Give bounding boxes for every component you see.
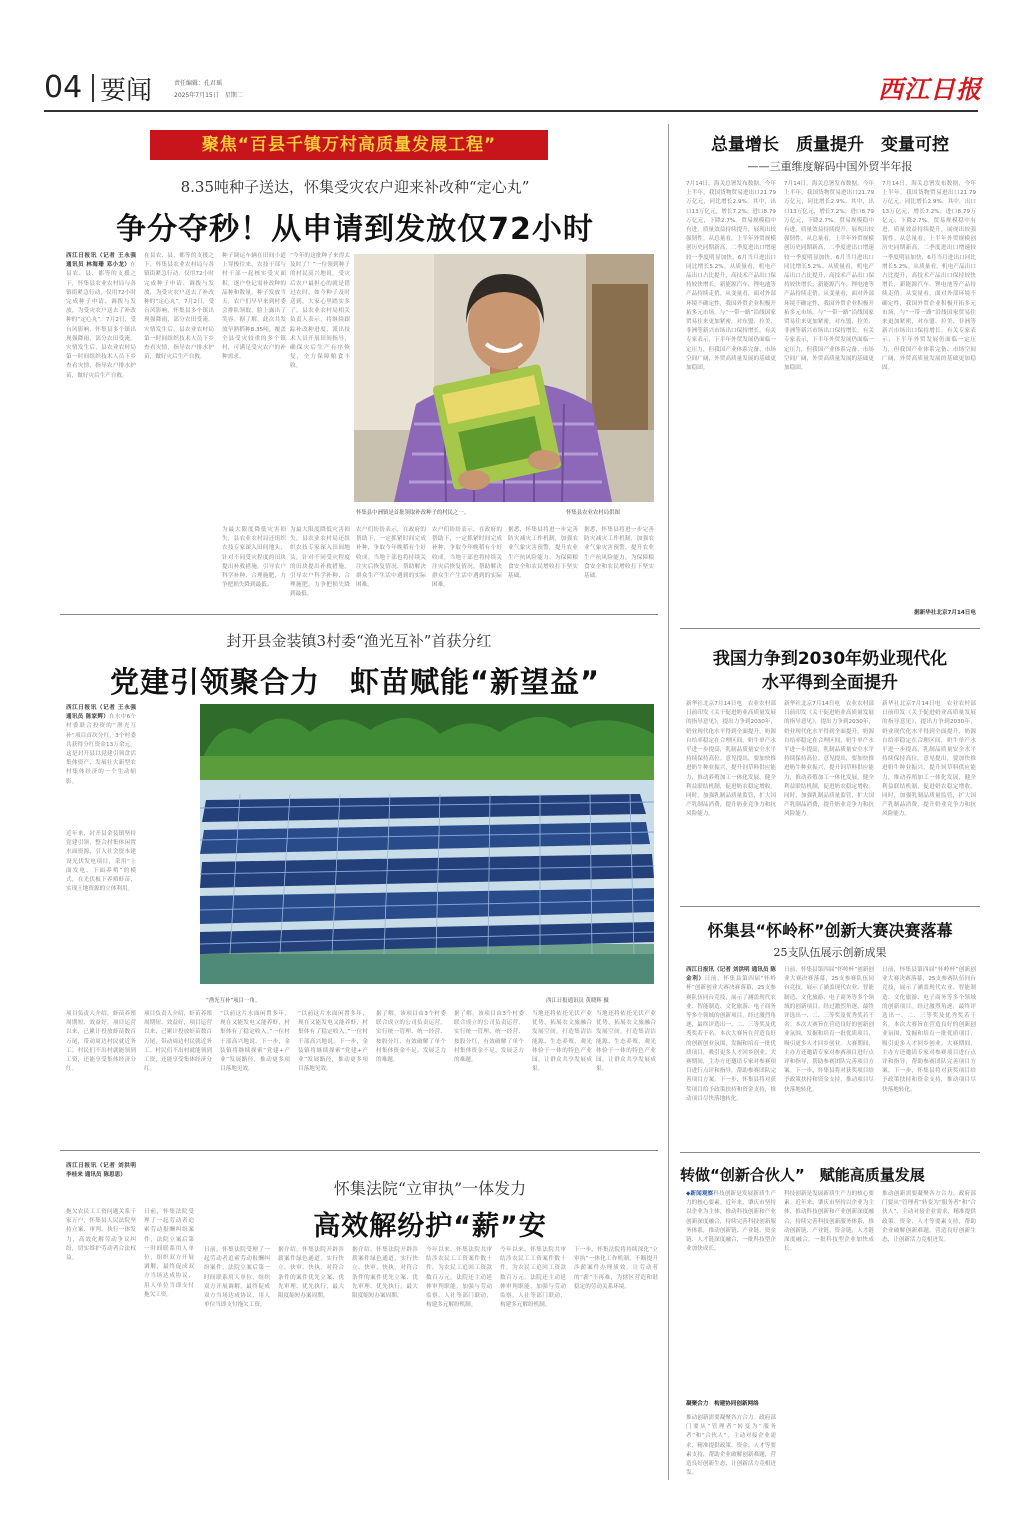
article2-text-col2: 7月14日，海关总署发布数据，今年上半年，我国货物贸易进出口21.79万亿元，同比增长2.9%。其中，出口13万亿元，增长7.2%；进口8.79万亿元，下降2.7%。贸易规模稳中有进，质量效益持续提升，展现出较强韧性。从总量看，上半年外贸规模创历史同期新高，二季度进出口增速较一季度明显加快，6月当月进出口同比增长5.2%。从质量看，机电产品出口占比提升，高技术产品出口保持较快增长，新能源汽车、锂电池等产品持续走俏。从变量看，面对外部环境不确定性，我国外贸企业积极开拓多元市场，与“一带一路”沿线国家贸易往来更加紧密，对东盟、拉美、非洲等新兴市场出口保持增长。有关专家表示，下半年外贸发展仍面临一定压力，但我国产业体系完备、市场空间广阔，外贸高质量发展的基础更加稳固。: [784, 181, 874, 372]
article3-text-col1: 新华社北京7月14日电 农业农村部日前印发《关于促进奶业高质量发展的指导意见》，提出力争到2030年，奶业现代化水平得到全面提升，奶源自给率稳定在合理区间，奶牛单产水平进一步提高，乳制品质量安全水平持续保持高位。意见提出，要加快推进奶牛种业振兴，提升饲草料供应能力，推动养殖加工一体化发展，健全利益联结机制，促进奶农稳定增收。同时，加强乳制品质量监管，扩大国产乳制品消费，提升奶业竞争力和抗风险能力。: [686, 701, 776, 818]
article7-subhead: 凝聚合力 构建协同创新网络: [686, 1401, 759, 1407]
article4-text-col1b: 近年来，封开县金装镇坚持党建引领，整合村集体闲置水面资源，引入社会资本建设光伏发电项目，采用“上面发电、下面养殖”的模式，在光伏板下养殖虾苗，实现土地资源的立体利用。: [66, 831, 136, 893]
article6-text-col5: 据介绍，怀集法院开辟涉薪案件绿色通道，实行快立、快审、快执，对符合条件的案件优先立案、优先审理、优先执行，最大限度缩短办案周期。: [352, 1247, 418, 1300]
article7-headline: 转做“创新合伙人” 赋能高质量发展: [680, 1166, 925, 1184]
article5-body: 日前，怀集县第四届“怀岭杯”创新创业大赛决赛落幕，25支参赛队伍同台竞技，展示了涵盖现代农业、智能制造、文化旅游、电子商务等多个领域的创新项目。经过激烈角逐，最终评选出一、二、三等奖及优秀奖若干名。本次大赛旨在营造良好的创新创业氛围，发掘和培育一批优质项目，吸引更多人才回乡创业。大赛期间，主办方还邀请专家对参赛项目进行点评和指导，帮助参赛团队完善项目方案。下一步，怀集县将对获奖项目给予政策扶持和资金支持，推动项目尽快落地转化。: [686, 976, 776, 1102]
article7-text-col3: 推动创新需要凝聚各方合力。政府部门要从“管理者”转变为“服务者”和“合伙人”，主动对接企业需求，精准提供政策、资金、人才等要素支持，帮助企业破解创新难题，营造良好创新生态，让创新活力竞相迸发。: [882, 1191, 976, 1244]
article3-headline-line2: 水平得到全面提升: [762, 673, 898, 693]
article4-text-col4: “以前这片水面闲置多年，现在又能发电又能养虾，村集体有了稳定收入。”一位村干部高兴地说。下一步，金装镇将继续探索“党建+产业”发展路径，推动更多项目落地见效。: [220, 1011, 290, 1073]
article7-text-col2: 科技创新是发展新质生产力的核心要素。近年来，肇庆市坚持以企业为主体，推动科技创新和产业创新深度融合，持续完善科技创新服务体系，推动创新链、产业链、资金链、人才链深度融合，一批科技型企业加快成长。: [784, 1191, 874, 1253]
article2-source: 据新华社北京7月14日电: [913, 610, 976, 616]
article2-subheadline: ——三重维度解码中国外贸半年报: [747, 160, 913, 173]
article6-headline: 高效解纷护“薪”安: [313, 1211, 547, 1242]
solar-panels-illustration: [200, 704, 654, 984]
article7-text-col1b: 推动创新需要凝聚各方合力。政府部门要从“管理者”转变为“服务者”和“合伙人”，主动对接企业需求，精准提供政策、资金、人才等要素支持，帮助企业破解创新难题，营造良好创新生态，让创新活力竞相迸发。: [686, 1415, 776, 1477]
feature-banner: [150, 130, 548, 160]
article1-text-col2: 在县农、县、都等的支援之下，怀集县农业农村局与各镇街紧急行动，仅用72小时完成种子申请、调拨与发放，为受灾农户送去了补改种的“定心丸”。7月2日，受台风影响，怀集县多个镇出现强降雨，部分农田受淹。灾情发生后，县农业农村局第一时间组织技术人员下乡查看灾情，指导农户排水护苗，做好灾后生产自救。: [144, 253, 214, 361]
article6-text-col6: 今年以来，怀集法院共审结涉农民工工资案件数十件，为农民工追回工资款数百万元。法院还主动延伸审判职能，加强与劳动监察、人社等部门联动，构建多元解纷机制。: [426, 1247, 492, 1309]
farmer-photo-credit: 怀集县农业农村局供图: [566, 510, 620, 516]
solar-photo-credit: 西江日报通讯员 黄晓辉 摄: [546, 998, 609, 1004]
article1-text-col9: 据悉，怀集县将进一步完善防灾减灾工作机制，加强农业气象灾害预警，提升农业生产抗风险能力，为保障粮食安全和农民增收打下坚实基础。: [508, 527, 578, 580]
column-divider: [668, 124, 669, 1480]
article5-subheadline: 25支队伍展示创新成果: [773, 946, 887, 959]
article5-text-col2: 日前，怀集县第四届“怀岭杯”创新创业大赛决赛落幕，25支参赛队伍同台竞技，展示了涵盖现代农业、智能制造、文化旅游、电子商务等多个领域的创新项目。经过激烈角逐，最终评选出一、二、三等奖及优秀奖若干名。本次大赛旨在营造良好的创新创业氛围，发掘和培育一批优质项目，吸引更多人才回乡创业。大赛期间，主办方还邀请专家对参赛项目进行点评和指导，帮助参赛团队完善项目方案。下一步，怀集县将对获奖项目给予政策扶持和资金支持，推动项目尽快落地转化。: [784, 967, 874, 1093]
article1-kicker: 8.35吨种子送达，怀集受灾农户迎来补改种“定心丸”: [180, 178, 530, 196]
solar-photo-caption: “渔光互补”项目一角。: [206, 998, 261, 1004]
article6-kicker: 怀集法院“立审执”一体发力: [333, 1179, 527, 1198]
right-rule-2: [680, 906, 980, 907]
header-rule: [44, 110, 978, 112]
article1-text-col6: 为最大限度降低灾害损失，县农业农村局还组织农技专家深入田间地头，针对不同受灾程度的田块提出补救措施，引导农户科学补种、合理施肥，力争把损失降到最低。: [290, 527, 350, 598]
article5-text-col3: 日前，怀集县第四届“怀岭杯”创新创业大赛决赛落幕，25支参赛队伍同台竞技，展示了涵盖现代农业、智能制造、文化旅游、电子商务等多个领域的创新项目。经过激烈角逐，最终评选出一、二、三等奖及优秀奖若干名。本次大赛旨在营造良好的创新创业氛围，发掘和培育一批优质项目，吸引更多人才回乡创业。大赛期间，主办方还邀请专家对参赛项目进行点评和指导，帮助参赛团队完善项目方案。下一步，怀集县将对获奖项目给予政策扶持和资金支持，推动项目尽快落地转化。: [882, 967, 976, 1093]
article6-text-col3: 日前，怀集法院受理了一起劳动者追索劳动报酬纠纷案件，法院立案后第一时间联系用人单位，组织双方开展调解，最终促成双方当场达成协议，用人单位当即支付拖欠工资。: [204, 1247, 270, 1309]
section-rule-1: [60, 614, 658, 615]
article4-headline: 党建引领聚合力 虾苗赋能“新望益”: [109, 665, 601, 699]
article4-kicker: 封开县金装镇3村委“渔光互补”首获分红: [226, 632, 492, 650]
article5-text-col1: [686, 966, 776, 1146]
editor-line: 责任编辑：孔君瑶: [174, 80, 223, 87]
article2-text-col1: 7月14日，海关总署发布数据，今年上半年，我国货物贸易进出口21.79万亿元，同比增长2.9%。其中，出口13万亿元，增长7.2%；进口8.79万亿元，下降2.7%。贸易规模稳中有进，质量效益持续提升，展现出较强韧性。从总量看，上半年外贸规模创历史同期新高，二季度进出口增速较一季度明显加快，6月当月进出口同比增长5.2%。从质量看，机电产品出口占比提升，高技术产品出口保持较快增长，新能源汽车、锂电池等产品持续走俏。从变量看，面对外部环境不确定性，我国外贸企业积极开拓多元市场，与“一带一路”沿线国家贸易往来更加紧密，对东盟、拉美、非洲等新兴市场出口保持增长。有关专家表示，下半年外贸发展仍面临一定压力，但我国产业体系完备、市场空间广阔，外贸高质量发展的基础更加稳固。: [686, 181, 776, 372]
article3-text-col2: 新华社北京7月14日电 农业农村部日前印发《关于促进奶业高质量发展的指导意见》，提出力争到2030年，奶业现代化水平得到全面提升，奶源自给率稳定在合理区间，奶牛单产水平进一步提高，乳制品质量安全水平持续保持高位。意见提出，要加快推进奶牛种业振兴，提升饲草料供应能力，推动养殖加工一体化发展，健全利益联结机制，促进奶农稳定增收。同时，加强乳制品质量监管，扩大国产乳制品消费，提升奶业竞争力和抗风险能力。: [784, 701, 874, 818]
farmer-illustration: [354, 254, 654, 502]
article5-byline: 西江日报讯（记者 刘洪明 通讯员 陈金利）: [686, 967, 776, 983]
article6-text-col7: 今年以来，怀集法院共审结涉农民工工资案件数十件，为农民工追回工资款数百万元。法院还主动延伸审判职能，加强与劳动监察、人社等部门联动，构建多元解纷机制。: [500, 1247, 566, 1309]
article4-text-col3: 项目负责人介绍，虾苗养殖周期短、效益好，项目运营以来，已累计投放虾苗数百万尾，带动周边村民就近务工。村民们不出村就能领到工资，还能享受集体经济分红。: [144, 1011, 212, 1073]
article5-headline: 怀集县“怀岭杯”创新大赛决赛落幕: [707, 921, 953, 940]
article6-text-col2: 日前，怀集法院受理了一起劳动者追索劳动报酬纠纷案件，法院立案后第一时间联系用人单位，组织双方开展调解，最终促成双方当场达成协议，用人单位当即支付拖欠工资。: [144, 1209, 194, 1298]
article4-text-col5: “以前这片水面闲置多年，现在又能发电又能养虾，村集体有了稳定收入。”一位村干部高兴地说。下一步，金装镇将继续探索“党建+产业”发展路径，推动更多项目落地见效。: [298, 1011, 368, 1073]
header-divider: [92, 74, 94, 102]
article6-byline-block: 西江日报讯（记者 刘洪明 李桂来 通讯员 陈思思）: [66, 1163, 136, 1179]
article2-headline: 总量增长 质量提升 变量可控: [711, 135, 949, 155]
article7-byline: ◆新闻观察: [686, 1191, 714, 1197]
article4-text-col9: 当地还将依托光伏产业优势，拓展农文旅融合发展空间，打造集清洁能源、生态养殖、观光体验于一体的特色产业园，让群众共享发展成果。: [596, 1011, 656, 1073]
page-number: 04: [44, 70, 83, 105]
solar-farm-photo: [200, 704, 654, 984]
article1-text-col1: [66, 252, 136, 602]
article7-body-a: 科技创新是发展新质生产力的核心要素。近年来，肇庆市坚持以企业为主体，推动科技创新和产业创新深度融合，持续完善科技创新服务体系，推动创新链、产业链、资金链、人才链深度融合，一批科技型企业加快成长。: [686, 1191, 776, 1253]
article1-text-col10: 据悉，怀集县将进一步完善防灾减灾工作机制，加强农业气象灾害预警，提升农业生产抗风险能力，为保障粮食安全和农民增收打下坚实基础。: [584, 527, 654, 580]
article4-text-col8: 当地还将依托光伏产业优势，拓展农文旅融合发展空间，打造集清洁能源、生态养殖、观光体验于一体的特色产业园，让群众共享发展成果。: [532, 1011, 592, 1073]
article1-byline: 西江日报讯（记者 王永强 通讯员 林海珊 邓小龙）: [66, 253, 136, 269]
article4-body-a: 在水中6个村委联合投资的“渔光互补”项目首次分红，3个村委共获得分红资金13万余元。这是封开县以党建引领盘活集体资产、发展壮大新型农村集体经济的一个生动缩影。: [66, 714, 136, 785]
farmer-photo: [354, 254, 654, 502]
right-rule-3: [680, 1152, 980, 1153]
farmer-photo-caption: 怀集县中洲镇是首批领取补改种子的村民之一。: [356, 510, 470, 516]
article1-text-col3: 种子调运车辆在田间小道上穿梭往来，农技干部与村干部一起核实受灾面积，逐户登记需补改种的品种和数量。种子发放当天，农户们早早来到村委会排队领取，脸上露出了笑容。据了解，此次共发放早熟稻种8.35吨，覆盖全县受灾较重的多个镇村，可满足受灾农户的补种需求。: [222, 253, 286, 361]
article3-headline-line1: 我国力争到2030年奶业现代化: [712, 649, 948, 669]
date-line: 2025年7月15日 星期二: [174, 92, 243, 99]
article1-body-a: 在县农、县、都等的支援之下，怀集县农业农村局与各镇街紧急行动，仅用72小时完成种子申请、调拨与发放，为受灾农户送去了补改种的“定心丸”。7月2日，受台风影响，怀集县多个镇出现强降雨，部分农田受淹。灾情发生后，县农业农村局第一时间组织技术人员下乡查看灾情，指导农户排水护苗，做好灾后生产自救。: [66, 262, 136, 379]
banner-text: 聚焦“百县千镇万村高质量发展工程”: [201, 135, 497, 155]
article6-text-col1: 拖欠农民工工资问题关系千家万户，怀集县人民法院坚持立案、审判、执行一体发力，高效化解劳动争议纠纷，切实维护劳动者合法权益。: [66, 1209, 136, 1262]
section-rule-2: [60, 1150, 658, 1151]
right-rule-1: [680, 628, 980, 629]
article1-text-col4: “今年的这批种子来得太及时了！”一位领到种子的村民高兴地说。受灾后农户最担心的就是错过农时，如今种子及时送到，大家心里踏实多了。县农业农村局相关负责人表示，将继续跟踪补改种进度，派出技术人员开展田间指导，确保灾后生产有序恢复，全力保障粮食丰收。: [290, 253, 350, 370]
article1-text-col7: 农户们纷纷表示，在政府的帮助下，一定抓紧时间完成补种，争取今年晚稻有个好收成。当地干部也将持续关注灾后恢复情况，帮助解决群众生产生活中遇到的实际困难。: [356, 527, 426, 589]
article4-byline: 西江日报讯（记者 王永强 通讯员 陈家辉）: [66, 705, 136, 721]
article6-text-col8: 下一步，怀集法院将持续深化“立审执”一体化工作机制，不断提升涉薪案件办理质效，让劳动者的“薪”不再难，为辖区营造和谐稳定的劳动关系环境。: [574, 1247, 658, 1290]
article1-text-col5: 为最大限度降低灾害损失，县农业农村局还组织农技专家深入田间地头，针对不同受灾程度的田块提出补救措施，引导农户科学补种、合理施肥，力争把损失降到最低。: [222, 527, 286, 589]
article1-headline: 争分夺秒！从申请到发放仅72小时: [116, 212, 594, 247]
article4-text-col6: 据了解，该项目由3个村委联合成立的公司负责运营，实行统一管理、统一经营、按股分红，有效破解了单个村集体资金不足、发展乏力的难题。: [376, 1011, 446, 1064]
article4-text-col2: 项目负责人介绍，虾苗养殖周期短、效益好，项目运营以来，已累计投放虾苗数百万尾，带动周边村民就近务工。村民们不出村就能领到工资，还能享受集体经济分红。: [66, 1011, 136, 1073]
article2-text-col3: 7月14日，海关总署发布数据，今年上半年，我国货物贸易进出口21.79万亿元，同比增长2.9%。其中，出口13万亿元，增长7.2%；进口8.79万亿元，下降2.7%。贸易规模稳中有进，质量效益持续提升，展现出较强韧性。从总量看，上半年外贸规模创历史同期新高，二季度进出口增速较一季度明显加快，6月当月进出口同比增长5.2%。从质量看，机电产品出口占比提升，高技术产品出口保持较快增长，新能源汽车、锂电池等产品持续走俏。从变量看，面对外部环境不确定性，我国外贸企业积极开拓多元市场，与“一带一路”沿线国家贸易往来更加紧密，对东盟、拉美、非洲等新兴市场出口保持增长。有关专家表示，下半年外贸发展仍面临一定压力，但我国产业体系完备、市场空间广阔，外贸高质量发展的基础更加稳固。: [882, 181, 976, 372]
article3-text-col3: 新华社北京7月14日电 农业农村部日前印发《关于促进奶业高质量发展的指导意见》，提出力争到2030年，奶业现代化水平得到全面提升，奶源自给率稳定在合理区间，奶牛单产水平进一步提高，乳制品质量安全水平持续保持高位。意见提出，要加快推进奶牛种业振兴，提升饲草料供应能力，推动养殖加工一体化发展，健全利益联结机制，促进奶农稳定增收。同时，加强乳制品质量监管，扩大国产乳制品消费，提升奶业竞争力和抗风险能力。: [882, 701, 976, 818]
article4-text-col7: 据了解，该项目由3个村委联合成立的公司负责运营，实行统一管理、统一经营、按股分红，有效破解了单个村集体资金不足、发展乏力的难题。: [454, 1011, 524, 1064]
section-title: 要闻: [100, 76, 153, 106]
masthead-logo: 西江日报: [878, 75, 983, 104]
article1-text-col8: 农户们纷纷表示，在政府的帮助下，一定抓紧时间完成补种，争取今年晚稻有个好收成。当地干部也将持续关注灾后恢复情况，帮助解决群众生产生活中遇到的实际困难。: [432, 527, 502, 589]
article6-text-col4: 据介绍，怀集法院开辟涉薪案件绿色通道，实行快立、快审、快执，对符合条件的案件优先立案、优先审理、优先执行，最大限度缩短办案周期。: [278, 1247, 344, 1300]
